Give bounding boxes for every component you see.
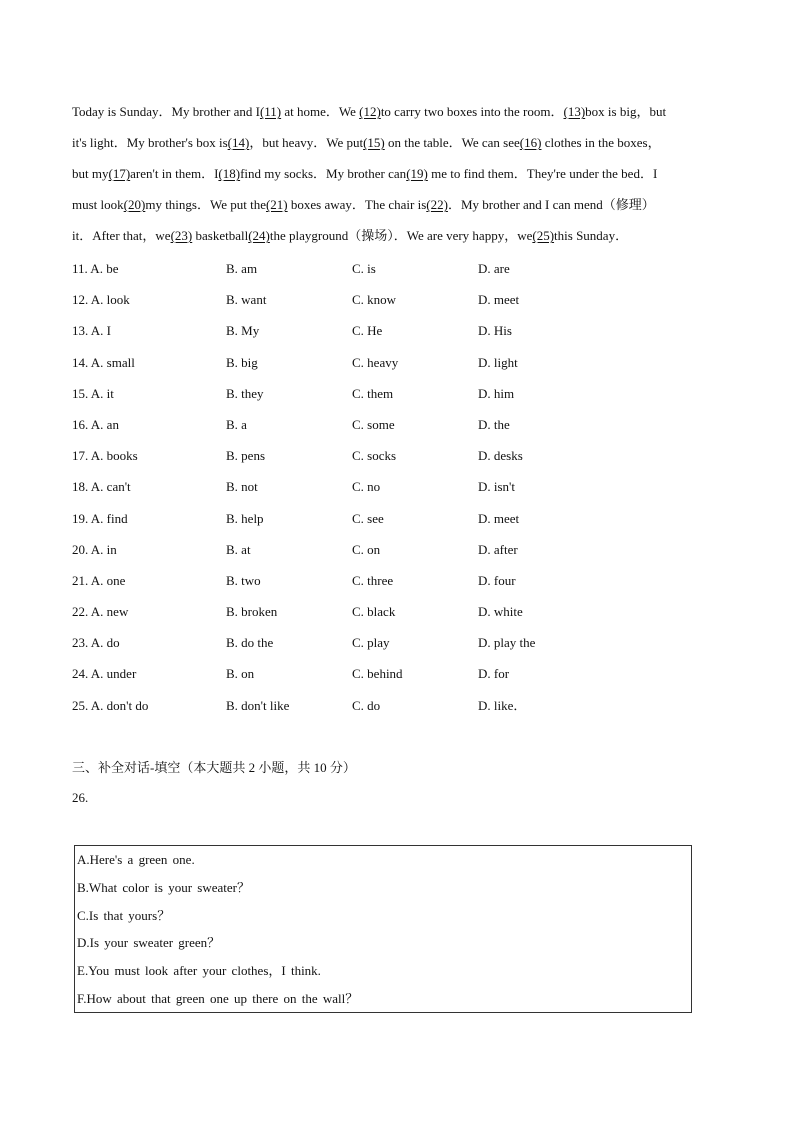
option-c: C. some <box>352 416 395 432</box>
blank-number: (19) <box>406 166 428 181</box>
option-d: D. the <box>478 416 510 432</box>
option-b: B. want <box>226 292 267 308</box>
option-c: C. see <box>352 510 384 526</box>
option-b: B. big <box>226 354 258 370</box>
option-a: 12. A. look <box>72 292 130 308</box>
option-b: B. am <box>226 261 258 276</box>
option-d: D. for <box>478 666 510 682</box>
option-a: 11. A. be <box>72 261 119 276</box>
dialog-option: F.How about that green one up there on the wall？ <box>77 990 359 1006</box>
question-row <box>72 288 712 319</box>
dialog-option: C.Is that yours？ <box>77 907 171 923</box>
option-b: B. two <box>226 572 261 588</box>
option-b: B. they <box>226 385 264 401</box>
passage-text: ，but heavy．We put <box>249 135 364 150</box>
question-row <box>72 444 712 475</box>
option-c: C. do <box>352 697 381 713</box>
dialog-options-box <box>74 845 692 1013</box>
passage-text: me to find them．They're under the bed．I <box>427 166 658 181</box>
blank-number: (21) <box>265 197 288 212</box>
option-a: 15. A. it <box>72 385 114 401</box>
option-d: D. like． <box>478 697 527 713</box>
option-d: D. are <box>478 261 510 276</box>
passage-text: ．My brother and I can mend（修理） <box>447 197 655 212</box>
blank-number: (25) <box>532 228 555 243</box>
option-a: 25. A. don't do <box>72 697 149 713</box>
passage-line <box>72 224 718 255</box>
option-c: C. socks <box>352 448 397 464</box>
blank-number: (12) <box>359 104 381 119</box>
blank-number: (23) <box>170 228 193 243</box>
option-d: D. play the <box>478 635 536 651</box>
option-a: 23. A. do <box>72 635 120 651</box>
passage-text: on the table．We can see <box>384 135 520 150</box>
option-b: B. on <box>226 666 255 682</box>
option-d: D. His <box>478 323 512 339</box>
passage-text: must look <box>72 197 124 212</box>
option-a: 13. A. I <box>72 323 111 339</box>
question-row <box>72 382 712 413</box>
passage-text: clothes in the boxes， <box>541 135 661 150</box>
blank-number: (15) <box>363 135 385 150</box>
dialog-option: B.What color is your sweater？ <box>77 879 250 895</box>
blank-number: (11) <box>259 104 282 119</box>
passage-text: my things．We put the <box>145 197 266 212</box>
option-d: D. four <box>478 572 516 588</box>
passage-text: to carry two boxes into the room． <box>380 104 564 119</box>
option-a: 18. A. can't <box>72 479 131 495</box>
question-row <box>72 662 712 693</box>
option-c: C. no <box>352 479 381 495</box>
option-a: 20. A. in <box>72 541 117 557</box>
question-row <box>72 694 712 725</box>
option-a: 24. A. under <box>72 666 137 682</box>
answer-options-list <box>72 257 712 725</box>
question-row <box>72 600 712 631</box>
passage-text: but my <box>72 166 109 181</box>
option-d: D. desks <box>478 448 523 464</box>
passage-text: Today is Sunday．My brother and I <box>72 104 260 119</box>
blank-number: (14) <box>227 135 250 150</box>
option-d: D. him <box>478 385 515 401</box>
option-b: B. help <box>226 510 264 526</box>
option-b: B. do the <box>226 635 274 651</box>
option-c: C. is <box>352 261 376 276</box>
cloze-passage <box>72 100 718 255</box>
dialog-option: A.Here's a green one. <box>77 852 195 867</box>
dialog-option: D.Is your sweater green？ <box>77 935 221 951</box>
option-d: D. meet <box>478 292 520 308</box>
blank-number: (22) <box>426 197 448 212</box>
option-d: D. light <box>478 354 518 370</box>
passage-text: basketball <box>192 228 249 243</box>
option-d: D. meet <box>478 510 520 526</box>
option-a: 22. A. new <box>72 604 129 620</box>
option-c: C. them <box>352 385 394 401</box>
question-row <box>72 631 712 662</box>
option-c: C. black <box>352 604 396 620</box>
option-c: C. He <box>352 323 383 339</box>
option-c: C. three <box>352 572 394 588</box>
passage-line <box>72 100 718 131</box>
option-b: B. pens <box>226 448 265 464</box>
option-a: 21. A. one <box>72 572 126 588</box>
passage-line <box>72 131 718 162</box>
question-row <box>72 257 712 288</box>
option-b: B. My <box>226 323 260 339</box>
option-c: C. play <box>352 635 390 651</box>
option-a: 17. A. books <box>72 448 138 464</box>
option-d: D. isn't <box>478 479 516 495</box>
blank-number: (20) <box>123 197 146 212</box>
option-b: B. don't like <box>226 697 290 713</box>
passage-text: boxes away．The chair is <box>287 197 427 212</box>
section-heading: 三、补全对话-填空（本大题共 2 小题，共 10 分） <box>72 760 356 775</box>
option-d: D. white <box>478 604 523 620</box>
passage-text: box is big，but <box>585 104 667 119</box>
question-row <box>72 475 712 506</box>
option-c: C. on <box>352 541 381 557</box>
question-number: 26. <box>72 790 89 805</box>
passage-line <box>72 193 718 224</box>
option-b: B. not <box>226 479 258 495</box>
blank-number: (16) <box>519 135 542 150</box>
question-row <box>72 351 712 382</box>
blank-number: (13) <box>563 104 586 119</box>
passage-text: at home．We <box>281 104 360 119</box>
option-a: 19. A. find <box>72 510 128 526</box>
question-row <box>72 538 712 569</box>
option-a: 14. A. small <box>72 354 135 370</box>
question-row <box>72 569 712 600</box>
option-b: B. at <box>226 541 251 557</box>
blank-number: (18) <box>218 166 241 181</box>
question-row <box>72 413 712 444</box>
option-a: 16. A. an <box>72 416 119 432</box>
passage-text: this Sunday． <box>554 228 629 243</box>
passage-text: it's light．My brother's box is <box>72 135 228 150</box>
option-b: B. a <box>226 416 247 432</box>
dialog-option: E.You must look after your clothes，I think. <box>77 963 321 979</box>
passage-text: it．After that，we <box>72 228 171 243</box>
passage-line <box>72 162 718 193</box>
blank-number: (17) <box>108 166 131 181</box>
passage-text: the playground（操场）．We are very happy，we <box>269 228 533 243</box>
option-d: D. after <box>478 541 518 557</box>
question-row <box>72 507 712 538</box>
option-c: C. behind <box>352 666 403 682</box>
passage-text: aren't in them．I <box>130 166 219 181</box>
option-c: C. heavy <box>352 354 399 370</box>
blank-number: (24) <box>248 228 270 243</box>
passage-text: find my socks．My brother can <box>240 166 407 181</box>
question-row <box>72 319 712 350</box>
option-b: B. broken <box>226 604 278 620</box>
option-c: C. know <box>352 292 397 308</box>
